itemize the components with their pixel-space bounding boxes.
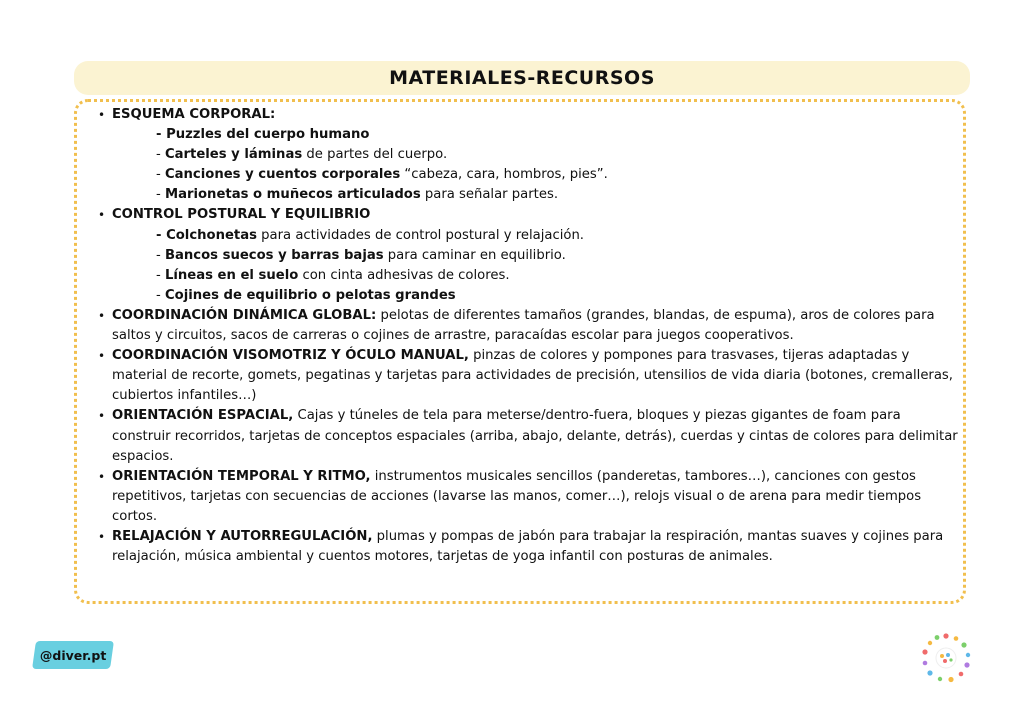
sub-item — [112, 286, 958, 306]
sub-item-text: para actividades de control postural y relajación. — [256, 227, 584, 243]
section-heading: CONTROL POSTURAL Y EQUILIBRIO — [112, 207, 371, 223]
sub-item-dash: - — [156, 247, 165, 263]
page-title: MATERIALES-RECURSOS — [389, 67, 655, 89]
sub-item-bold: Canciones y cuentos corporales — [164, 167, 401, 183]
sub-item-bold: Bancos suecos y barras bajas — [164, 247, 384, 263]
logo-center — [936, 648, 956, 668]
section-heading: RELAJACIÓN Y AUTORREGULACIÓN, — [112, 528, 373, 544]
sub-item — [112, 125, 958, 145]
sub-item — [112, 266, 958, 286]
sub-item-bold: - Puzzles del cuerpo humano — [156, 127, 370, 143]
sub-item-dash: - — [156, 287, 165, 303]
sub-item-bold: Líneas en el suelo — [164, 267, 299, 283]
sub-item — [112, 185, 958, 205]
sub-list — [112, 226, 958, 306]
sub-item — [112, 226, 958, 246]
section-item — [98, 467, 958, 527]
section-item — [98, 406, 958, 466]
sub-item-dash: - — [156, 267, 165, 283]
sub-item-bold: Cojines de equilibrio o pelotas grandes — [164, 287, 456, 303]
section-text: plumas y pompas de jabón para trabajar la respiración, mantas suaves y cojines para relajación, música ambiental y cuentos motores, tarjetas de yoga infantil con posturas de animales. — [112, 528, 944, 565]
sub-item-text: para caminar en equilibrio. — [383, 247, 566, 263]
title-banner — [74, 61, 970, 95]
section-text: pinzas de colores y pompones para trasvases, tijeras adaptadas y material de recorte, gomets, pegatinas y tarjetas para actividades de precisión, utensilios de vida diaria (botones, cremalleras, cubiertos infantiles…) — [112, 348, 953, 404]
sub-item-dash: - — [156, 187, 165, 203]
sub-item-bold: Carteles y láminas — [164, 147, 303, 163]
section-heading: ORIENTACIÓN TEMPORAL Y RITMO, — [112, 468, 371, 484]
section-item — [98, 306, 958, 346]
social-handle: @diver.pt — [39, 647, 107, 663]
section-text: pelotas de diferentes tamaños (grandes, blandas, de espuma), aros de colores para saltos y circuitos, sacos de carreras o cojines de arrastre, paracaídas escolar para juegos cooperativos. — [112, 307, 935, 344]
sub-item-text: de partes del cuerpo. — [302, 147, 448, 163]
sub-item — [112, 246, 958, 266]
section-text: Cajas y túneles de tela para meterse/dentro-fuera, bloques y piezas gigantes de foam para construir recorridos, tarjetas de conceptos espaciales (arriba, abajo, delante, detrás), cuerdas y cintas de colores para delimitar espacios. — [112, 408, 958, 464]
materials-list — [98, 105, 958, 567]
section-heading: ORIENTACIÓN ESPACIAL, — [112, 408, 294, 424]
section-item — [98, 105, 958, 205]
section-item — [98, 205, 958, 305]
sub-item-text: “cabeza, cara, hombros, pies”. — [400, 167, 608, 183]
sub-item-text: con cinta adhesivas de colores. — [298, 267, 510, 283]
sub-list — [112, 125, 958, 205]
sub-item-dash: - — [156, 147, 165, 163]
section-heading: COORDINACIÓN DINÁMICA GLOBAL: — [112, 307, 377, 323]
social-handle-badge — [32, 641, 114, 669]
section-item — [98, 527, 958, 567]
sub-item-text: para señalar partes. — [420, 187, 559, 203]
sub-item — [112, 165, 958, 185]
sub-item-dash: - — [156, 167, 165, 183]
section-heading: ESQUEMA CORPORAL: — [112, 107, 276, 122]
sub-item — [112, 145, 958, 165]
section-heading: COORDINACIÓN VISOMOTRIZ Y ÓCULO MANUAL, — [112, 348, 469, 364]
section-text: instrumentos musicales sencillos (panderetas, tambores…), canciones con gestos repetitivos, tarjetas con secuencias de acciones (lavarse las manos, comer…), relojs visual o de arena para medir tiempos cortos. — [112, 468, 922, 524]
sub-item-bold: Marionetas o muñecos articulados — [164, 187, 421, 203]
diver-logo — [920, 632, 972, 684]
section-item — [98, 346, 958, 406]
section-list — [98, 105, 958, 567]
sub-item-bold: - Colchonetas — [156, 227, 257, 243]
